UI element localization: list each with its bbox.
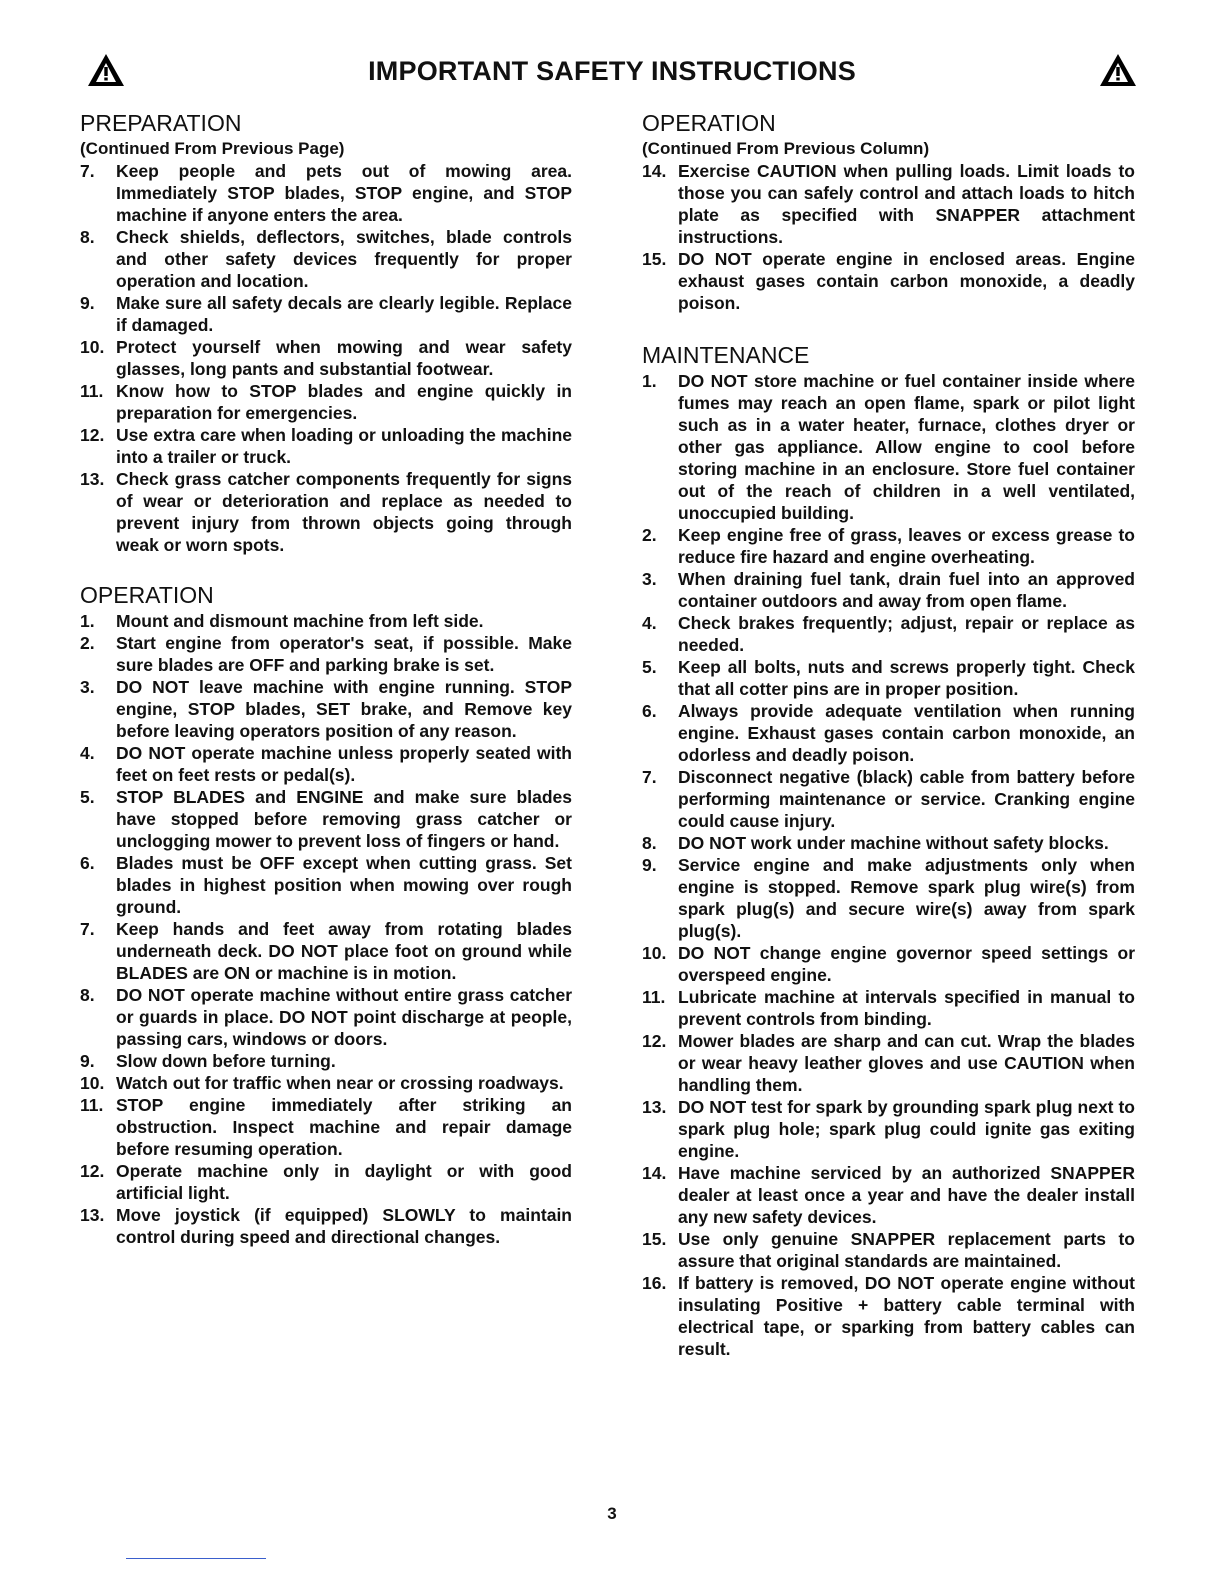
item-text: Start engine from operator's seat, if possible. Make sure blades are OFF and parking brake is set. xyxy=(116,633,572,675)
list-item xyxy=(80,226,572,292)
preparation-heading: PREPARATION xyxy=(80,110,242,136)
item-text: Have machine serviced by an authorized SNAPPER dealer at least once a year and have the dealer install any new safety devices. xyxy=(678,1163,1135,1227)
list-item xyxy=(80,786,572,852)
item-text: DO NOT test for spark by grounding spark plug next to spark plug hole; spark plug could ignite gas exiting engine. xyxy=(678,1097,1135,1161)
list-item xyxy=(80,676,572,742)
item-text: Mower blades are sharp and can cut. Wrap the blades or wear heavy leather gloves and use CAUTION when handling them. xyxy=(678,1031,1135,1095)
list-item xyxy=(80,424,572,468)
list-item xyxy=(642,524,1135,568)
item-number: 2. xyxy=(642,525,657,545)
item-number: 7. xyxy=(80,161,95,181)
list-item xyxy=(642,1096,1135,1162)
item-text: Watch out for traffic when near or crossing roadways. xyxy=(116,1073,564,1093)
item-text: Keep people and pets out of mowing area. Immediately STOP blades, STOP engine, and STOP machine if anyone enters the area. xyxy=(116,161,572,225)
item-text: Move joystick (if equipped) SLOWLY to maintain control during speed and directional changes. xyxy=(116,1205,572,1247)
list-item xyxy=(80,1094,572,1160)
item-number: 4. xyxy=(80,743,95,763)
list-item xyxy=(642,370,1135,524)
item-text: Keep hands and feet away from rotating blades underneath deck. DO NOT place foot on ground while BLADES are ON or machine is in motion. xyxy=(116,919,572,983)
item-number: 13. xyxy=(80,469,105,489)
item-text: Disconnect negative (black) cable from battery before performing maintenance or service. Cranking engine could cause injury. xyxy=(678,767,1135,831)
list-item xyxy=(80,1160,572,1204)
list-item xyxy=(642,700,1135,766)
item-number: 11. xyxy=(80,381,104,401)
continued-note: (Continued From Previous Page) xyxy=(80,139,345,158)
list-item xyxy=(642,1228,1135,1272)
list-item xyxy=(642,160,1135,248)
item-text: Know how to STOP blades and engine quickly in preparation for emergencies. xyxy=(116,381,572,423)
item-text: Service engine and make adjustments only when engine is stopped. Remove spark plug wire(s) from spark plug(s) and secure wire(s) away from spark plug(s). xyxy=(678,855,1135,941)
page-title: IMPORTANT SAFETY INSTRUCTIONS xyxy=(368,56,856,86)
item-text: Make sure all safety decals are clearly legible. Replace if damaged. xyxy=(116,293,572,335)
operation-continued-list xyxy=(642,160,1135,314)
item-number: 3. xyxy=(642,569,657,589)
maintenance-heading: MAINTENANCE xyxy=(642,342,810,368)
item-number: 13. xyxy=(642,1097,667,1117)
operation-heading: OPERATION xyxy=(80,582,214,608)
item-number: 8. xyxy=(80,985,95,1005)
item-number: 6. xyxy=(642,701,657,721)
item-text: STOP engine immediately after striking an obstruction. Inspect machine and repair damage before resuming operation. xyxy=(116,1095,572,1159)
list-item xyxy=(642,568,1135,612)
list-item xyxy=(80,632,572,676)
item-text: DO NOT work under machine without safety blocks. xyxy=(678,833,1109,853)
list-item xyxy=(80,336,572,380)
list-item xyxy=(642,656,1135,700)
maintenance-list xyxy=(642,370,1135,1360)
item-text: Exercise CAUTION when pulling loads. Limit loads to those you can safely control and attach loads to hitch plate as specified with SNAPPER attachment instructions. xyxy=(678,161,1135,247)
item-number: 11. xyxy=(80,1095,104,1115)
item-number: 14. xyxy=(642,161,667,181)
list-item xyxy=(642,1030,1135,1096)
item-text: Keep engine free of grass, leaves or excess grease to reduce fire hazard and engine overheating. xyxy=(678,525,1135,567)
list-item xyxy=(642,1272,1135,1360)
item-number: 2. xyxy=(80,633,95,653)
item-number: 8. xyxy=(642,833,657,853)
item-text: DO NOT operate engine in enclosed areas. Engine exhaust gases contain carbon monoxide, a deadly poison. xyxy=(678,249,1135,313)
item-number: 14. xyxy=(642,1163,667,1183)
item-number: 9. xyxy=(642,855,657,875)
list-item xyxy=(642,986,1135,1030)
item-text: DO NOT leave machine with engine running. STOP engine, STOP blades, SET brake, and Remove key before leaving operators position of any reason. xyxy=(116,677,572,741)
item-number: 12. xyxy=(642,1031,667,1051)
item-number: 13. xyxy=(80,1205,105,1225)
item-text: Use only genuine SNAPPER replacement parts to assure that original standards are maintained. xyxy=(678,1229,1135,1271)
item-text: Operate machine only in daylight or with good artificial light. xyxy=(116,1161,572,1203)
item-text: STOP BLADES and ENGINE and make sure blades have stopped before removing grass catcher or unclogging mower to prevent loss of fingers or hand. xyxy=(116,787,572,851)
item-text: DO NOT change engine governor speed settings or overspeed engine. xyxy=(678,943,1135,985)
item-number: 7. xyxy=(642,767,657,787)
item-number: 5. xyxy=(80,787,95,807)
item-number: 11. xyxy=(642,987,666,1007)
item-number: 7. xyxy=(80,919,95,939)
list-item xyxy=(80,468,572,556)
item-text: DO NOT store machine or fuel container inside where fumes may reach an open flame, spark or pilot light such as in a water heater, furnace, clothes dryer or other gas appliance. Allow engine to cool before storing machine in an enclosure. Store fuel container out of the reach of children in a well ventilated, unoccupied building. xyxy=(678,371,1135,523)
list-item xyxy=(642,1162,1135,1228)
left-column xyxy=(80,108,572,1248)
item-number: 3. xyxy=(80,677,95,697)
list-item xyxy=(642,854,1135,942)
page-header xyxy=(80,50,1144,98)
item-number: 12. xyxy=(80,1161,105,1181)
item-number: 4. xyxy=(642,613,657,633)
list-item xyxy=(80,610,572,632)
item-text: Mount and dismount machine from left side. xyxy=(116,611,484,631)
item-number: 15. xyxy=(642,1229,667,1249)
list-item xyxy=(80,1204,572,1248)
item-text: Check grass catcher components frequently for signs of wear or deterioration and replace as needed to prevent injury from thrown objects going through weak or worn spots. xyxy=(116,469,572,555)
item-number: 6. xyxy=(80,853,95,873)
list-item xyxy=(642,832,1135,854)
item-text: Lubricate machine at intervals specified in manual to prevent controls from binding. xyxy=(678,987,1135,1029)
list-item xyxy=(642,766,1135,832)
item-number: 16. xyxy=(642,1273,667,1293)
item-text: If battery is removed, DO NOT operate engine without insulating Positive + battery cable terminal with electrical tape, or sparking from battery cables can result. xyxy=(678,1273,1135,1359)
item-text: Check shields, deflectors, switches, blade controls and other safety devices frequently for proper operation and location. xyxy=(116,227,572,291)
item-number: 10. xyxy=(80,1073,105,1093)
item-text: DO NOT operate machine without entire grass catcher or guards in place. DO NOT point discharge at people, passing cars, windows or doors. xyxy=(116,985,572,1049)
list-item xyxy=(80,160,572,226)
list-item xyxy=(80,742,572,786)
operation-continued-heading: OPERATION xyxy=(642,110,776,136)
item-text: Protect yourself when mowing and wear safety glasses, long pants and substantial footwear. xyxy=(116,337,572,379)
list-item xyxy=(80,852,572,918)
right-column xyxy=(642,108,1135,1360)
list-item xyxy=(642,942,1135,986)
item-text: Blades must be OFF except when cutting grass. Set blades in highest position when mowing over rough ground. xyxy=(116,853,572,917)
item-number: 15. xyxy=(642,249,667,269)
item-number: 1. xyxy=(642,371,657,391)
item-number: 10. xyxy=(80,337,105,357)
item-text: Always provide adequate ventilation when running engine. Exhaust gases contain carbon monoxide, an odorless and deadly poison. xyxy=(678,701,1135,765)
footer-divider xyxy=(126,1558,266,1559)
list-item xyxy=(80,1072,572,1094)
list-item xyxy=(642,612,1135,656)
item-number: 8. xyxy=(80,227,95,247)
item-number: 10. xyxy=(642,943,667,963)
item-number: 12. xyxy=(80,425,105,445)
item-text: Use extra care when loading or unloading the machine into a trailer or truck. xyxy=(116,425,572,467)
item-number: 5. xyxy=(642,657,657,677)
item-text: Check brakes frequently; adjust, repair or replace as needed. xyxy=(678,613,1135,655)
list-item xyxy=(80,984,572,1050)
list-item xyxy=(642,248,1135,314)
item-text: Slow down before turning. xyxy=(116,1051,336,1071)
list-item xyxy=(80,1050,572,1072)
item-text: DO NOT operate machine unless properly seated with feet on feet rests or pedal(s). xyxy=(116,743,572,785)
operation-list xyxy=(80,610,572,1248)
continued-note: (Continued From Previous Column) xyxy=(642,139,930,158)
item-number: 9. xyxy=(80,1051,95,1071)
list-item xyxy=(80,292,572,336)
item-number: 1. xyxy=(80,611,95,631)
list-item xyxy=(80,918,572,984)
page-number: 3 xyxy=(607,1504,617,1523)
item-number: 9. xyxy=(80,293,95,313)
preparation-list xyxy=(80,160,572,556)
warning-triangle-icon xyxy=(1098,50,1138,90)
item-text: When draining fuel tank, drain fuel into an approved container outdoors and away from open flame. xyxy=(678,569,1135,611)
list-item xyxy=(80,380,572,424)
item-text: Keep all bolts, nuts and screws properly tight. Check that all cotter pins are in proper position. xyxy=(678,657,1135,699)
